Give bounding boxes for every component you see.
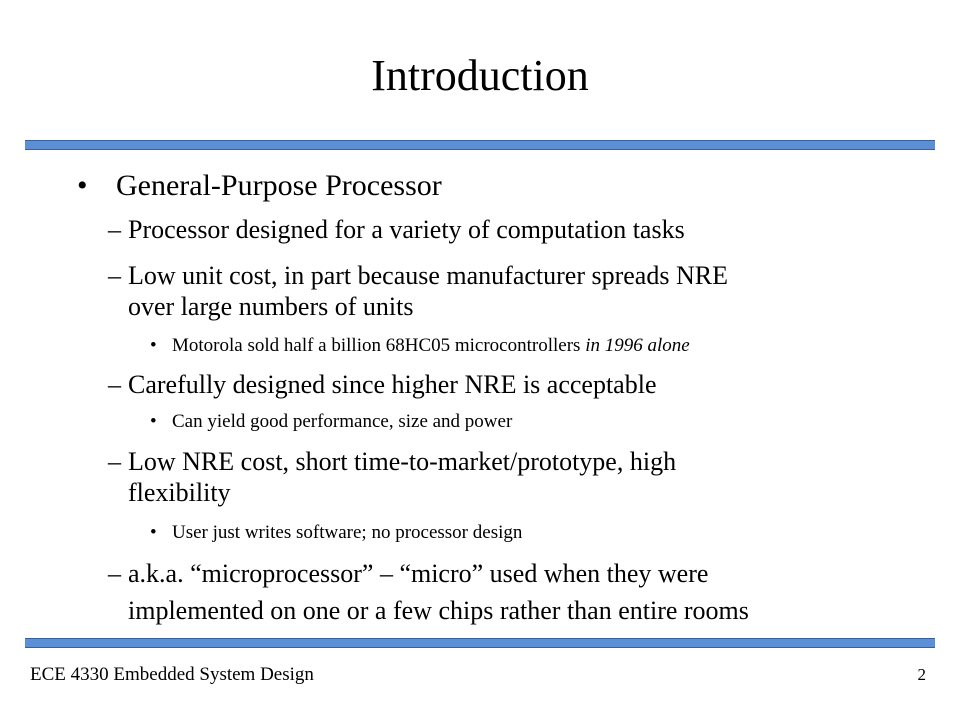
sub-bullet-text: Processor designed for a variety of computation tasks	[128, 215, 685, 244]
bottom-divider	[25, 638, 935, 648]
dash-icon: –	[108, 215, 121, 244]
detail-text: User just writes software; no processor design	[172, 522, 523, 543]
detail-text-plain: Motorola sold half a billion 68HC05 microcontrollers	[172, 335, 586, 356]
sub-bullet-text: over large numbers of units	[128, 292, 414, 321]
dash-icon: –	[108, 370, 121, 399]
detail-text: Can yield good performance, size and power	[172, 411, 513, 432]
sub-bullet-text: Carefully designed since higher NRE is acceptable	[128, 370, 657, 399]
sub-bullet-text: Low unit cost, in part because manufacturer spreads NRE	[128, 261, 728, 290]
dash-icon: –	[108, 559, 121, 588]
sub-bullet-text: implemented on one or a few chips rather than entire rooms	[128, 596, 749, 625]
bullet-text: General-Purpose Processor	[116, 169, 442, 202]
sub-bullet-text: a.k.a. “microprocessor” – “micro” used when they were	[128, 559, 709, 588]
sub-bullet-text: flexibility	[128, 478, 231, 507]
footer-course-name: ECE 4330 Embedded System Design	[30, 664, 314, 685]
bullet-icon: •	[150, 335, 157, 356]
dash-icon: –	[108, 447, 121, 476]
detail-text	[172, 335, 690, 357]
bullet-icon: •	[150, 411, 157, 432]
slide-title: Introduction	[371, 51, 589, 100]
footer-page-number: 2	[917, 665, 926, 684]
sub-bullet-text: Low NRE cost, short time-to-market/prototype, high	[128, 447, 677, 476]
bullet-icon: •	[150, 522, 157, 543]
dash-icon: –	[108, 261, 121, 290]
bullet-icon: •	[77, 169, 88, 202]
detail-text-italic: in 1996 alone	[585, 335, 690, 356]
